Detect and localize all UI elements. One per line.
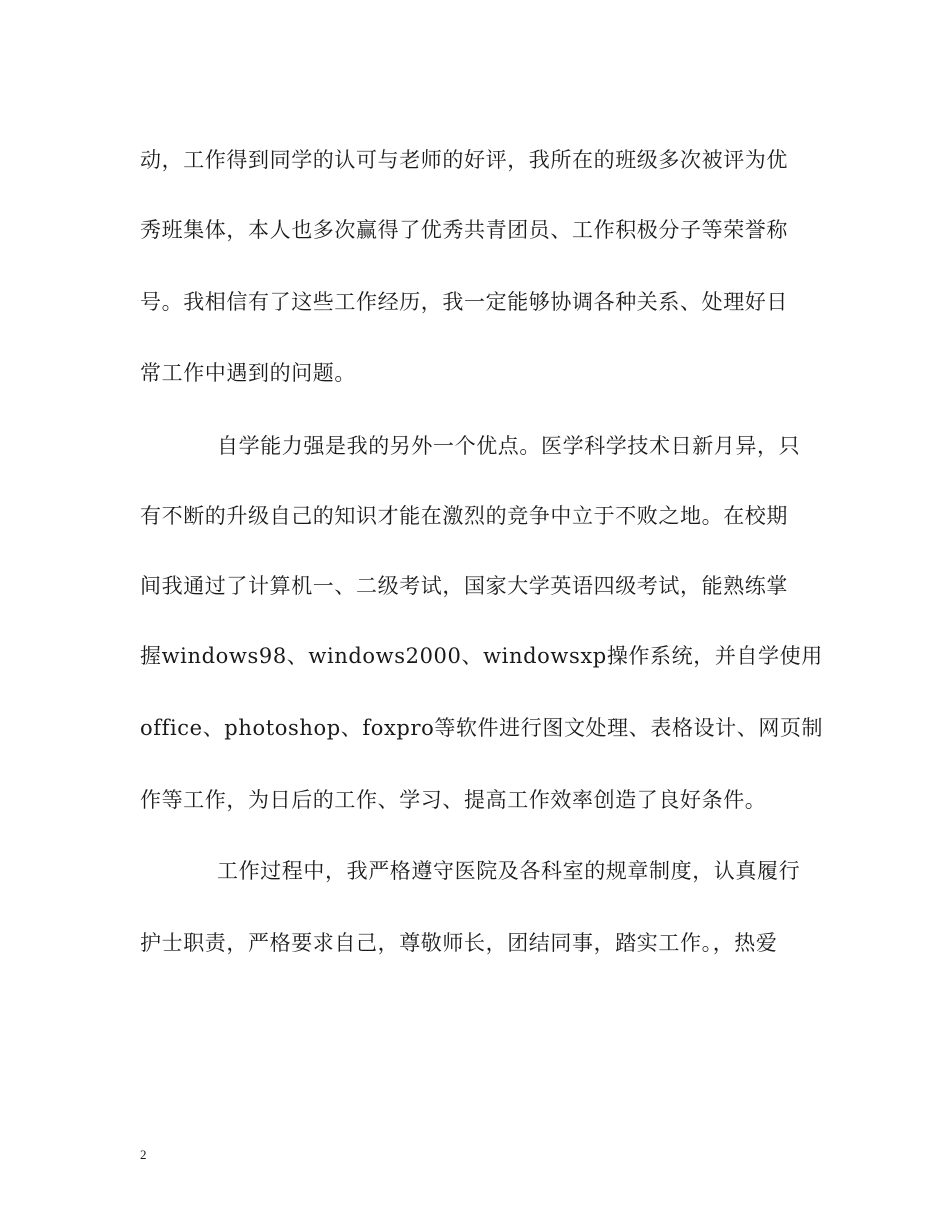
text-line: 护士职责，严格要求自己，尊敬师长，团结同事，踏实工作。，热爱	[140, 931, 778, 955]
text-line: 秀班集体，本人也多次赢得了优秀共青团员、工作积极分子等荣誉称	[140, 218, 788, 242]
text-line: 常工作中遇到的问题。	[140, 361, 356, 385]
text-line: 握windows98、windows2000、windowsxp操作系统，并自学使用	[140, 644, 823, 668]
page-number: 2	[140, 1147, 147, 1162]
text-line: 有不断的升级自己的知识才能在激烈的竞争中立于不败之地。在校期	[140, 504, 788, 528]
paragraph-first-line: 工作过程中，我严格遵守医院及各科室的规章制度，认真履行	[217, 859, 801, 883]
paragraph-first-line: 自学能力强是我的另外一个优点。医学科学技术日新月异，只	[217, 434, 801, 458]
text-line: office、photoshop、foxpro等软件进行图文处理、表格设计、网页制	[140, 716, 824, 740]
text-line: 号。我相信有了这些工作经历，我一定能够协调各种关系、处理好日	[140, 290, 788, 314]
text-line: 作等工作，为日后的工作、学习、提高工作效率创造了良好条件。	[140, 788, 767, 812]
text-line: 动，工作得到同学的认可与老师的好评，我所在的班级多次被评为优	[140, 148, 788, 172]
text-line: 间我通过了计算机一、二级考试，国家大学英语四级考试，能熟练掌	[140, 574, 788, 598]
